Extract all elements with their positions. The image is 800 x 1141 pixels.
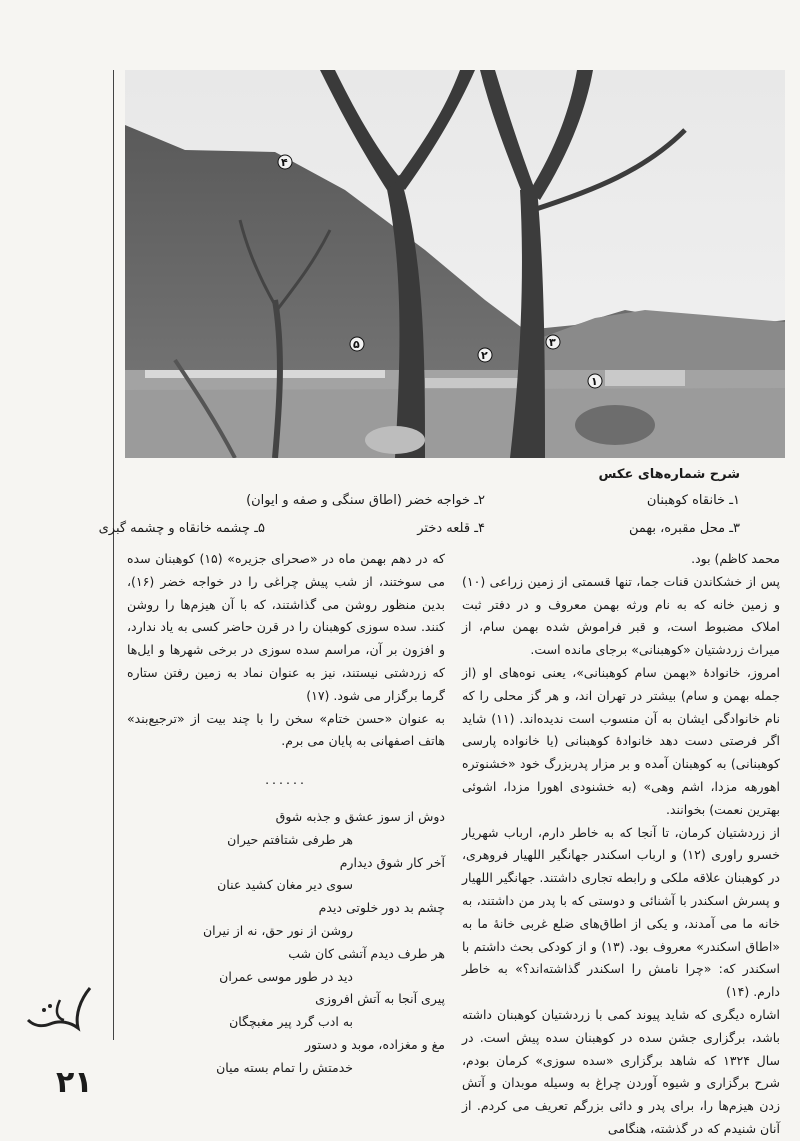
- poem-line: خدمتش را تمام بسته میان: [216, 1059, 353, 1075]
- poem-line: سوی دیر مغان کشید عنان: [217, 877, 353, 893]
- caption-item-3: ۳ـ محل مقبره، بهمن: [628, 521, 740, 536]
- poem-line: دوش از سوز عشق و جذبه شوق: [275, 808, 445, 824]
- poem-line: دید در طور موسی عمران: [219, 968, 353, 984]
- poem-line: روشن از نور حق، نه از نیران: [202, 922, 353, 938]
- caption-item-4: ۴ـ قلعه دختر: [417, 521, 485, 536]
- poem-line: آخر کار شوق دیدارم: [339, 854, 445, 870]
- photo-marker-2: ۲: [481, 349, 488, 362]
- column-rule: [113, 70, 114, 1040]
- caption-item-1: ۱ـ خانقاه کوهبنان: [646, 493, 740, 508]
- kerman-logo: [20, 980, 100, 1040]
- photo-marker-3: ۳: [549, 336, 556, 349]
- poem-line: پیری آنجا به آتش افروزی: [315, 991, 445, 1007]
- paragraph: از زردشتیان کرمان، تا آنجا که به خاطر دارم، ارباب شهریار خسرو راوری (۱۲) و ارباب اسکندر جهانگیر اللهیار فروهری، در کوهبنان علاقه ملکی و رابطه تجاری داشتند. جهانگیر اللهیار و پسرش اسکندر با آشنائی و دوستی که با پدر من داشتند، به خانه ما می آمدند، و یکی از اطاق‌های ضلع غربی خانهٔ ما به «اطاق اسکندر» معروف بود. (۱۳) و از کودکی بحث داشتم با اسکندر که: «چرا نامش را اسکندر گذاشته‌اند؟» به خاطر دارم. (۱۴): [462, 824, 780, 1000]
- landscape-photo: [125, 70, 785, 458]
- photo-marker-1: ۱: [591, 375, 598, 388]
- poem-line: چشم بد دور خلوتی دیدم: [318, 900, 445, 916]
- poem-line: هر طرفی شتافتم حیران: [227, 831, 353, 847]
- photo-marker-5: ۵: [353, 338, 360, 351]
- poem: [127, 806, 445, 1080]
- section-separator: ......: [265, 772, 307, 788]
- paragraph: به عنوان «حسن ختام» سخن را با چند بیت از «ترجیع‌بند» هاتف اصفهانی به پایان می برم.: [127, 710, 445, 749]
- paragraph: پس از خشکاندن قنات جما، تنها قسمتی از زمین زراعی (۱۰) و زمین خانه که به نام ورثه بهمن معروف و در دفتر ثبت املاک مضبوط است، و قبر فراموش شده بهمن سام، از میراث زردشتیان «کوهبنانی» برجای مانده است.: [462, 573, 780, 658]
- poem-line: هر طرف دیدم آتشی کان شب: [288, 945, 445, 961]
- caption-item-2: ۲ـ خواجه خضر (اطاق سنگی و صفه و ایوان): [246, 493, 485, 508]
- paragraph: محمد کاظم) بود.: [691, 551, 780, 566]
- right-text-column: [462, 548, 780, 1141]
- caption-title: شرح شماره‌های عکس: [598, 467, 740, 482]
- paragraph: امروز، خانوادهٔ «بهمن سام کوهبنانی»، یعنی نوه‌های او (از جمله بهمن و سام) بیشتر در تهران اند، و هر گز محلی را که نام خانوادگی ایشان به آن منسوب است ندیده‌اند. (۱۱) شاید اگر فرصتی دست دهد خانوادهٔ کوهبنانی (یا خانواده پارسی کوهبنانی) به کوهبنان آمده و بر مزار پدربزرگ خود «خشنوتره اهورهه مزدا، اشم وهی» (به خشنودی اهورا مزدا، اشوئی بهترین نعمت) بخوانند.: [462, 664, 780, 817]
- photo-marker-4: ۴: [281, 156, 288, 169]
- paragraph: اشاره دیگری که شاید پیوند کمی با زردشتیان کوهبنان داشته باشد، برگزاری جشن سده در کوهبنان سده پیش است. در سال ۱۳۲۴ که شاهد برگزاری «سده سوزی» کرمان بودم، شرح برگزاری و شیوه آوردن چراغ به وسیله موبدان و آتش زدن هیزم‌ها را، برای پدر و دائی بزرگم تعریف می کردم. از آنان شنیدم که در گذشته، هنگامی: [462, 1006, 781, 1136]
- caption-item-5: ۵ـ چشمه خانقاه و چشمه گبری: [98, 521, 265, 536]
- left-text-column: [127, 548, 445, 1080]
- poem-line: مغ و مغزاده، موبد و دستور: [304, 1036, 445, 1052]
- poem-line: به ادب گرد پیر مغبچگان: [229, 1014, 353, 1030]
- page-number: ۲۱: [56, 1065, 93, 1100]
- paragraph: که در دهم بهمن ماه در «صحرای جزیره» (۱۵) کوهبنان سده می سوختند، از شب پیش چراغی را در خواجه خضر (۱۶)، بدین منظور روشن می گذاشتند، که با آن هیزم‌ها را روشن کنند. سده سوزی کوهبنان را در قرن حاضر کسی به یاد ندارد، و افزون بر آن، مراسم سده سوزی در برخی شهرها و ایل‌ها که زردشتی نیستند، نیز به عنوان نماد به زمین رفتن ستاره گرما برگزار می شود. (۱۷): [127, 551, 445, 703]
